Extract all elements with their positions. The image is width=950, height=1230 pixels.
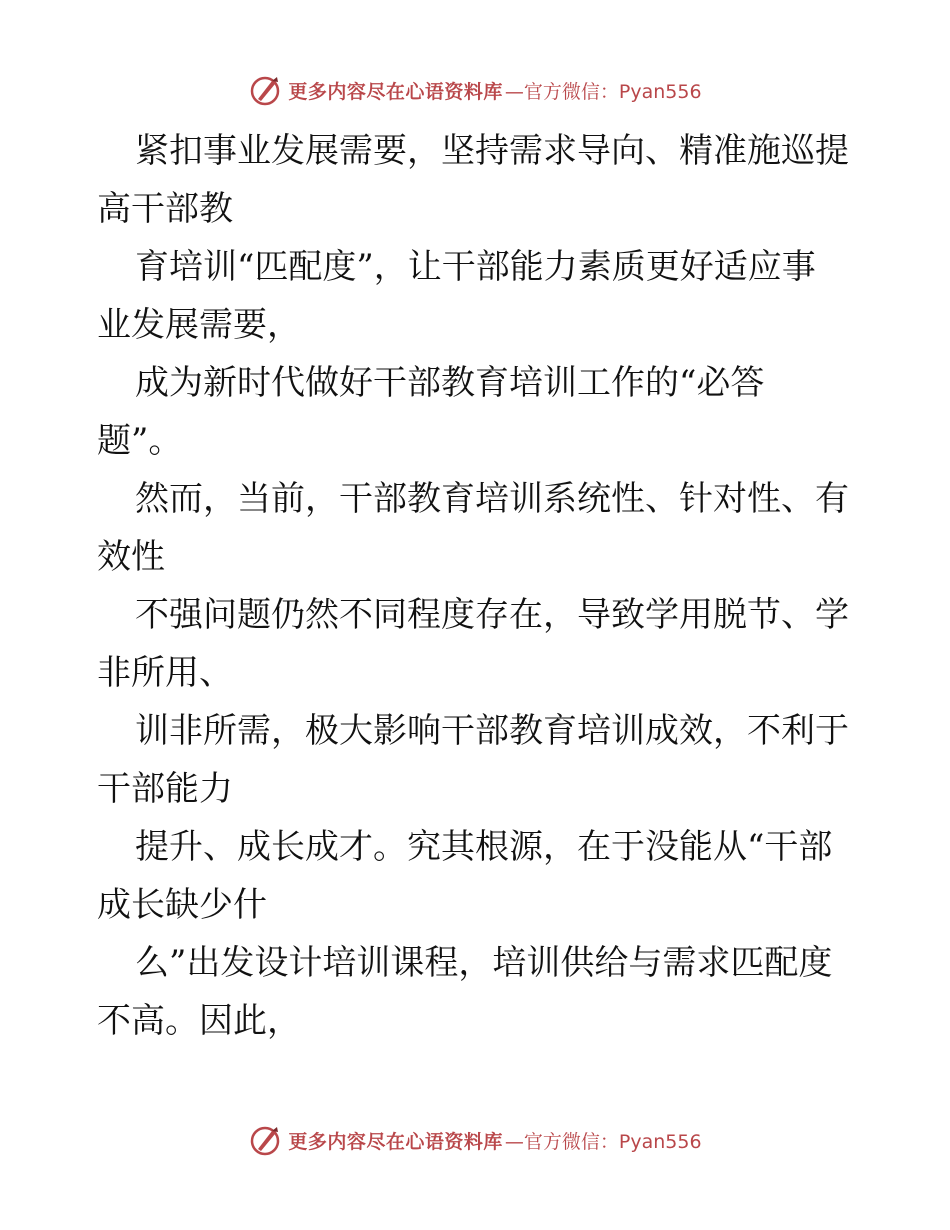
text-line: 育培训“匹配度”，让干部能力素质更好适应事 [135,247,816,287]
text-line: 提升、成长成才。究其根源，在于没能从“干部 [135,827,833,867]
footer-contact: —官方微信：Pyan556 [504,1130,702,1153]
pen-circle-icon [248,1123,282,1157]
text-line: 高干部教 [97,189,233,229]
text-line: 成长缺少什 [97,885,267,925]
text-line: 紧扣事业发展需要，坚持需求导向、精准施巡提 [135,131,849,171]
footer-brand: 更多内容尽在心语资料库 [288,1130,503,1153]
text-line: 不强问题仍然不同程度存在，导致学用脱节、学 [135,595,849,635]
header-contact: —官方微信：Pyan556 [504,80,702,103]
body-text [97,122,857,1050]
text-line: 业发展需要， [97,305,301,345]
text-line: 效性 [97,537,165,577]
text-line: 么”出发设计培训课程，培训供给与需求匹配度 [135,943,833,983]
text-line: 不高。因此， [97,1001,301,1041]
text-line: 非所用、 [97,653,233,693]
footer-banner [0,1120,950,1160]
text-line: 然而，当前，干部教育培训系统性、针对性、有 [135,479,849,519]
text-line: 训非所需，极大影响干部教育培训成效，不利于 [135,711,849,751]
text-line: 成为新时代做好干部教育培训工作的“必答 [135,363,765,403]
header-banner [0,70,950,110]
text-line: 题”。 [97,421,183,461]
pen-circle-icon [248,73,282,107]
text-line: 干部能力 [97,769,233,809]
header-brand: 更多内容尽在心语资料库 [288,80,503,103]
